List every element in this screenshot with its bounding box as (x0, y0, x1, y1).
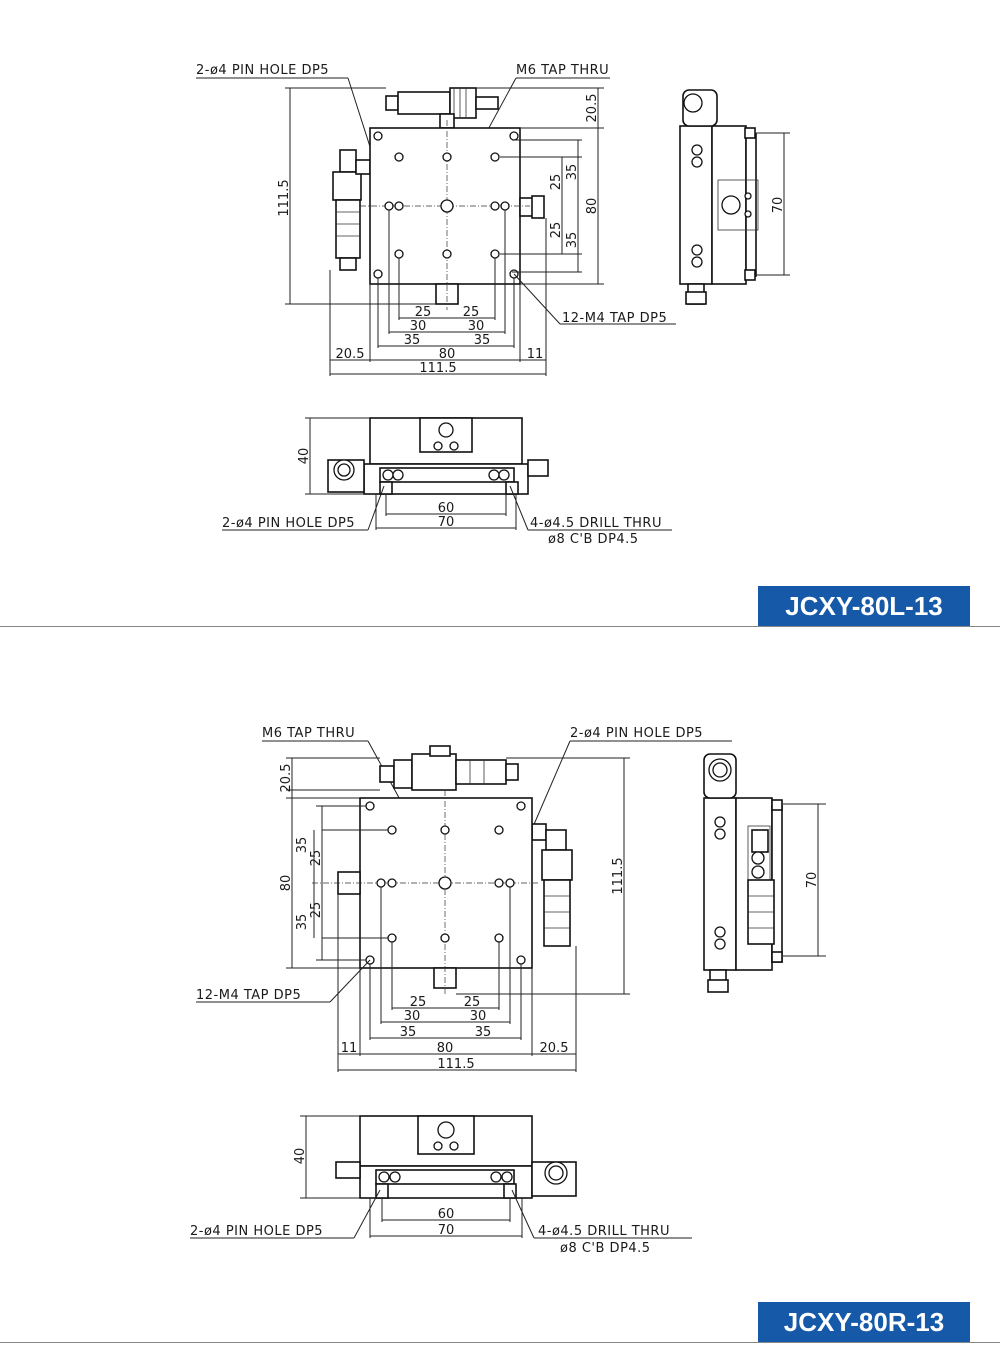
model-badge-80l: JCXY-80L-13 (758, 586, 970, 626)
dim-80-vertical: 80 (279, 874, 294, 892)
callout-m6-tap: M6 TAP THRU (516, 63, 610, 78)
dim-30r: 30 (467, 319, 485, 334)
dim-11: 11 (526, 347, 544, 362)
dim-25b: 25 (309, 901, 324, 919)
dim-35a: 35 (295, 836, 310, 854)
dim-30r: 30 (469, 1009, 487, 1024)
dim-30l: 30 (403, 1009, 421, 1024)
dim-side-70: 70 (805, 871, 820, 889)
dim-11: 11 (340, 1041, 358, 1056)
drawing-jcxy-80r-13 (0, 640, 1000, 1360)
dim-25b: 25 (549, 221, 564, 239)
dim-20-5-horizontal: 20.5 (539, 1041, 569, 1056)
dim-35r: 35 (473, 333, 491, 348)
dim-25a: 25 (549, 173, 564, 191)
dim-25r: 25 (462, 305, 480, 320)
callout-counterbore: ø8 C'B DP4.5 (560, 1241, 651, 1256)
mounting-holes (366, 802, 525, 964)
dim-111-5-vertical: 111.5 (611, 857, 626, 895)
dim-20-5-vertical: 20.5 (279, 763, 294, 793)
dim-25r: 25 (463, 995, 481, 1010)
callout-drill-thru: 4-ø4.5 DRILL THRU (538, 1224, 670, 1239)
micrometer-top (386, 88, 498, 128)
dim-front-40: 40 (293, 1147, 308, 1165)
callout-m6-tap: M6 TAP THRU (262, 726, 356, 741)
dim-front-70: 70 (437, 1223, 455, 1238)
dim-35l: 35 (399, 1025, 417, 1040)
dim-80-horizontal: 80 (438, 347, 456, 362)
callout-front-pin: 2-ø4 PIN HOLE DP5 (190, 1224, 324, 1239)
dim-front-70: 70 (437, 515, 455, 530)
callout-front-pin: 2-ø4 PIN HOLE DP5 (222, 516, 356, 531)
dim-front-60: 60 (437, 501, 455, 516)
dim-35b: 35 (295, 913, 310, 931)
dim-35l: 35 (403, 333, 421, 348)
front-view (190, 1116, 692, 1256)
callout-m4-tap: 12-M4 TAP DP5 (562, 311, 668, 326)
dim-111-5-horizontal: 111.5 (437, 1057, 475, 1072)
mounting-holes (374, 132, 518, 278)
dim-side-70: 70 (771, 196, 786, 214)
side-view (704, 754, 826, 992)
dim-20-5-horizontal: 20.5 (335, 347, 365, 362)
callout-pin-hole: 2-ø4 PIN HOLE DP5 (570, 726, 704, 741)
dim-25l: 25 (409, 995, 427, 1010)
model-badge-80r: JCXY-80R-13 (758, 1302, 970, 1342)
divider-line (0, 626, 1000, 627)
front-view (222, 418, 672, 547)
dim-35b: 35 (565, 231, 580, 249)
drawing-jcxy-80l-13 (0, 0, 1000, 640)
dim-25a: 25 (309, 849, 324, 867)
callout-counterbore: ø8 C'B DP4.5 (548, 532, 639, 547)
dim-111-5-horizontal: 111.5 (419, 361, 457, 376)
callout-pin-hole: 2-ø4 PIN HOLE DP5 (196, 63, 330, 78)
dim-35r: 35 (474, 1025, 492, 1040)
dim-80-vertical: 80 (585, 197, 600, 215)
dim-front-60: 60 (437, 1207, 455, 1222)
micrometer-right (532, 824, 572, 946)
callout-m4-tap: 12-M4 TAP DP5 (196, 988, 302, 1003)
micrometer-top (380, 746, 518, 790)
dim-111-5-vertical: 111.5 (277, 179, 292, 217)
micrometer-left (333, 150, 370, 270)
dim-35a: 35 (565, 163, 580, 181)
dim-front-40: 40 (297, 447, 312, 465)
divider-line-bottom (0, 1342, 1000, 1343)
dim-25l: 25 (414, 305, 432, 320)
dim-20-5-vertical: 20.5 (585, 93, 600, 123)
side-view (680, 90, 790, 304)
dim-80-horizontal: 80 (436, 1041, 454, 1056)
callout-drill-thru: 4-ø4.5 DRILL THRU (530, 516, 662, 531)
dim-30l: 30 (409, 319, 427, 334)
